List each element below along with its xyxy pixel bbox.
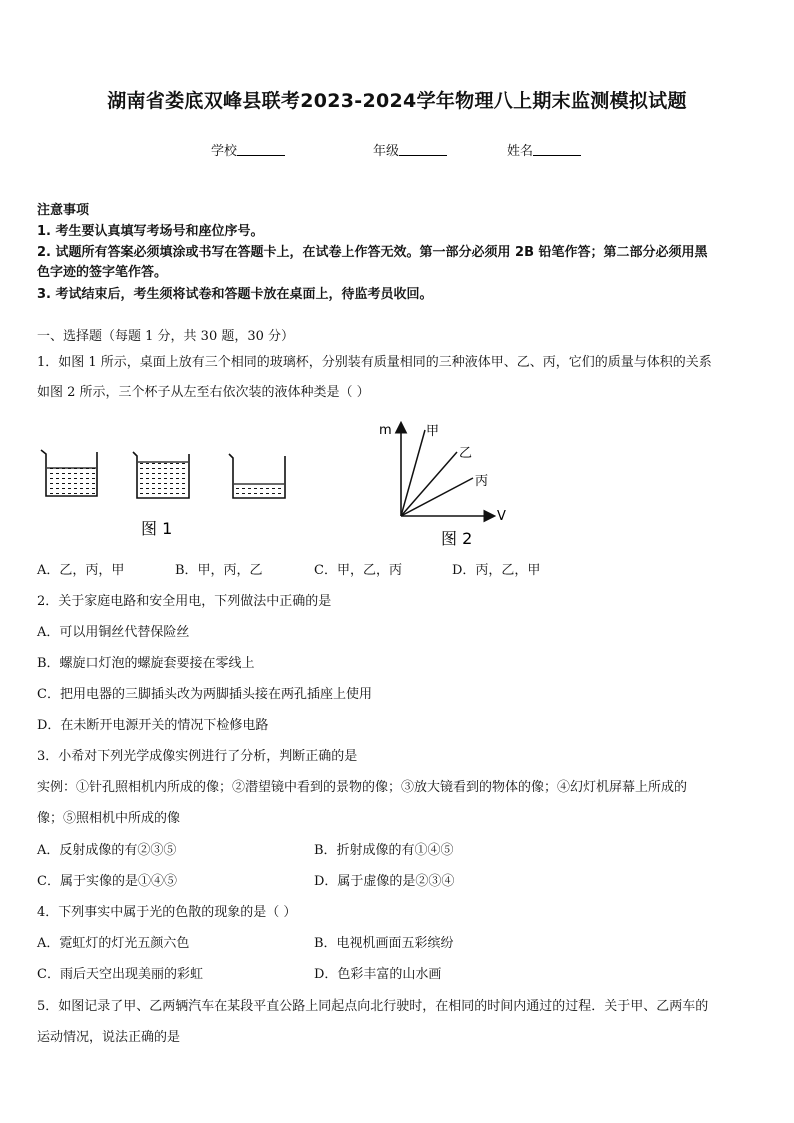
beaker-left	[41, 450, 97, 496]
q4-option-c: C．雨后天空出现美丽的彩虹	[37, 967, 203, 982]
q3-option-c: C．属于实像的是①④⑤	[37, 874, 177, 889]
q3-option-a: A．反射成像的有②③⑤	[37, 843, 177, 858]
q4-stem: 4．下列事实中属于光的色散的现象的是（ ）	[37, 905, 297, 920]
q4-option-d: D．色彩丰富的山水画	[314, 967, 442, 982]
q1-option-d: D．丙，乙，甲	[452, 563, 541, 578]
beaker-middle	[133, 452, 189, 498]
note-item: 2. 试题所有答案必须填涂或书写在答题卡上，在试卷上作答无效。第一部分必须用 2B 铅笔作答；第二部分必须用黑	[37, 245, 708, 260]
grade-blank	[399, 143, 447, 156]
notes-heading: 注意事项	[37, 203, 90, 218]
x-axis-label: V	[497, 509, 506, 524]
school-label: 学校	[211, 144, 238, 159]
note-item: 1. 考生要认真填写考场号和座位序号。	[37, 224, 264, 239]
q2-option-d: D．在未断开电源开关的情况下检修电路	[37, 718, 269, 733]
note-item: 3. 考试结束后，考生须将试卷和答题卡放在桌面上，待监考员收回。	[37, 287, 433, 302]
q2-stem: 2．关于家庭电路和安全用电，下列做法中正确的是	[37, 594, 332, 609]
school-field	[211, 140, 285, 159]
name-field	[507, 140, 581, 159]
label-jia: 甲	[426, 424, 440, 439]
q3-examples-cont: 像；⑤照相机中所成的像	[37, 811, 181, 826]
q5-stem: 5．如图记录了甲、乙两辆汽车在某段平直公路上同起点向北行驶时，在相同的时间内通过的过程．关于甲、乙两车的	[37, 999, 709, 1014]
page-title: 湖南省娄底双峰县联考2023-2024学年物理八上期末监测模拟试题	[107, 90, 687, 112]
q1-stem-cont: 如图 2 所示，三个杯子从左至右依次装的液体种类是（ ）	[37, 385, 370, 400]
label-yi: 乙	[459, 446, 473, 461]
school-blank	[237, 143, 285, 156]
q3-examples: 实例：①针孔照相机内所成的像；②潜望镜中看到的景物的像；③放大镜看到的物体的像；④幻灯机屏幕上所成的	[37, 780, 688, 795]
name-label: 姓名	[507, 144, 534, 159]
q1-option-c: C．甲，乙，丙	[314, 563, 402, 578]
y-axis-label: m	[379, 423, 392, 438]
q1-option-a: A．乙，丙，甲	[37, 563, 125, 578]
q2-option-c: C．把用电器的三脚插头改为两脚插头接在两孔插座上使用	[37, 687, 372, 702]
section-heading: 一、选择题（每题 1 分，共 30 题，30 分）	[37, 329, 295, 344]
name-blank	[533, 143, 581, 156]
q5-stem-cont: 运动情况，说法正确的是	[37, 1030, 181, 1045]
q1-option-b: B．甲，丙，乙	[175, 563, 263, 578]
grade-field	[373, 140, 447, 159]
q1-stem: 1．如图 1 所示，桌面上放有三个相同的玻璃杯，分别装有质量相同的三种液体甲、乙、丙，它们的质量与体积的关系	[37, 355, 712, 370]
label-bing: 丙	[475, 474, 489, 489]
fig2-label: 图 2	[441, 529, 473, 548]
q4-option-b: B．电视机画面五彩缤纷	[314, 936, 454, 951]
grade-label: 年级	[373, 144, 400, 159]
q3-stem: 3．小希对下列光学成像实例进行了分析，判断正确的是	[37, 749, 358, 764]
figure-1-beakers	[37, 416, 337, 544]
q3-option-b: B．折射成像的有①④⑤	[314, 843, 454, 858]
beaker-right	[229, 454, 285, 498]
fig1-label: 图 1	[141, 519, 173, 538]
line-bing	[401, 478, 473, 516]
q2-option-b: B．螺旋口灯泡的螺旋套要接在零线上	[37, 656, 255, 671]
q2-option-a: A．可以用铜丝代替保险丝	[37, 625, 190, 640]
note-item: 色字迹的签字笔作答。	[37, 265, 168, 280]
q4-option-a: A．霓虹灯的灯光五颜六色	[37, 936, 190, 951]
q3-option-d: D．属于虚像的是②③④	[314, 874, 455, 889]
figure-2-mass-volume-graph	[365, 412, 515, 552]
